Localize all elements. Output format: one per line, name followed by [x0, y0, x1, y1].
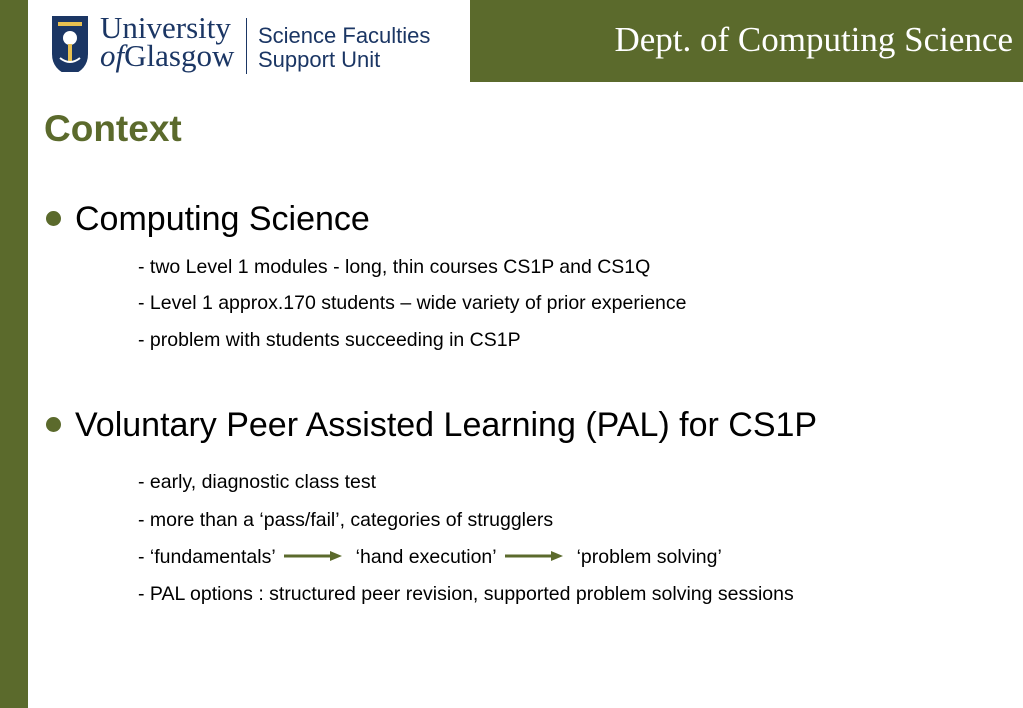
flow-hand-execution: ‘hand execution’ [355, 546, 497, 568]
department-banner [470, 0, 1023, 82]
bullet-text: Computing Science [75, 200, 370, 238]
university-logo [50, 10, 450, 80]
flow-problem-solving: ‘problem solving’ [576, 546, 722, 568]
list-item: - two Level 1 modules - long, thin courses CS1P and CS1Q [138, 256, 651, 278]
university-name [100, 10, 235, 73]
university-of: of [100, 38, 125, 73]
list-item: - more than a ‘pass/fail’, categories of strugglers [138, 509, 554, 531]
bullet-dot-icon [46, 417, 61, 432]
flow-fundamentals: - ‘fundamentals’ [138, 546, 276, 568]
university-line1: University [100, 10, 231, 45]
department-title: Dept. of Computing Science [614, 20, 1013, 59]
bullet-computing-science [46, 200, 370, 239]
bullet-text: Voluntary Peer Assisted Learning (PAL) for CS1P [75, 406, 818, 444]
unit-line1: Science Faculties [258, 23, 431, 48]
university-line2: Glasgow [124, 38, 235, 73]
left-accent-bar [0, 0, 28, 708]
list-item: - PAL options : structured peer revision, supported problem solving sessions [138, 583, 794, 605]
unit-line2: Support Unit [258, 47, 381, 72]
list-item: - Level 1 approx.170 students – wide variety of prior experience [138, 292, 687, 314]
right-arrow-icon [284, 550, 342, 562]
university-crest-icon [50, 14, 90, 78]
unit-name [258, 24, 430, 72]
bullet-pal [46, 406, 817, 445]
right-arrow-icon [505, 550, 563, 562]
bullet-dot-icon [46, 211, 61, 226]
list-item: - problem with students succeeding in CS1P [138, 329, 521, 351]
list-item-flow [138, 546, 722, 569]
logo-divider [246, 18, 247, 74]
list-item: - early, diagnostic class test [138, 471, 377, 493]
slide-title: Context [44, 108, 182, 149]
